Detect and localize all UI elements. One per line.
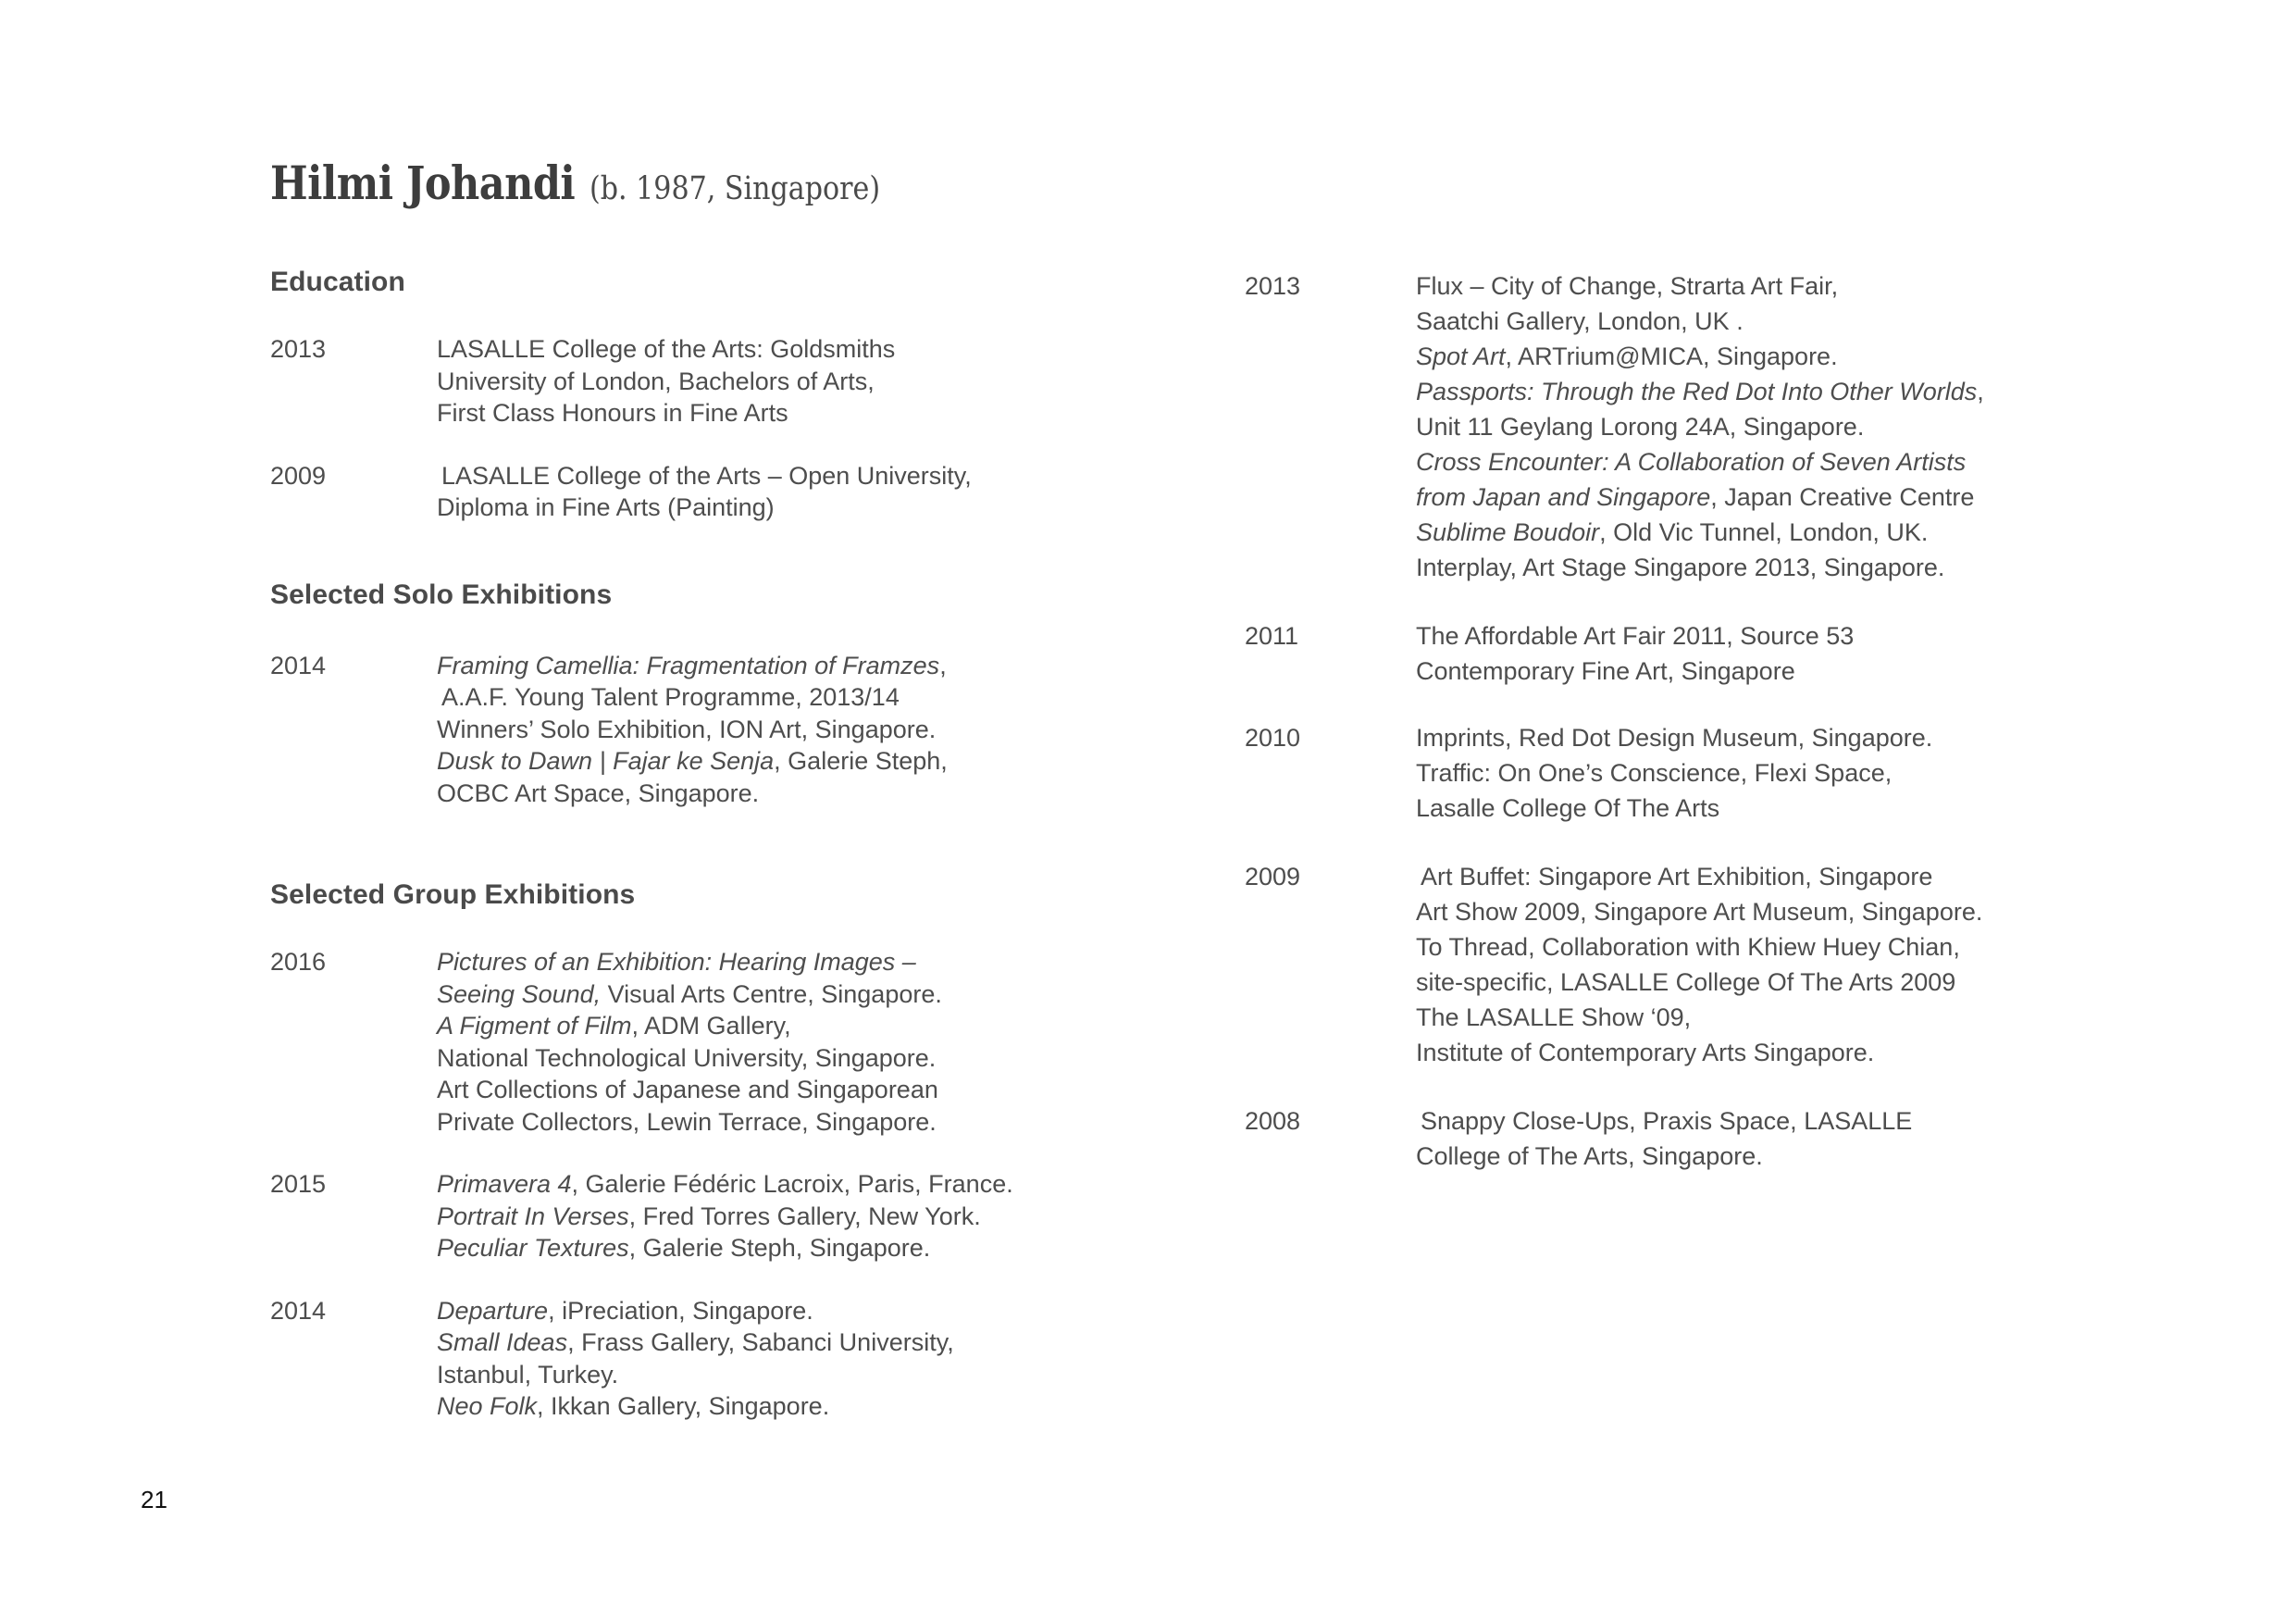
entry-line: Lasalle College Of The Arts bbox=[1416, 794, 1720, 822]
entry-line: Art Collections of Japanese and Singaporean bbox=[437, 1076, 938, 1103]
entry-body bbox=[1416, 859, 2170, 1070]
entry-year: 2011 bbox=[1245, 622, 1299, 650]
entry-line: Interplay, Art Stage Singapore 2013, Singapore. bbox=[1416, 554, 1945, 581]
entry-body bbox=[437, 1168, 1122, 1264]
entry-line: Small Ideas, Frass Gallery, Sabanci University, bbox=[437, 1328, 954, 1356]
entry-line: A.A.F. Young Talent Programme, 2013/14 bbox=[441, 683, 900, 711]
page-number: 21 bbox=[141, 1486, 168, 1513]
section-heading: Selected Solo Exhibitions bbox=[270, 579, 613, 610]
entry-line: from Japan and Singapore, Japan Creative Centre bbox=[1416, 483, 1975, 511]
entry-line: Saatchi Gallery, London, UK . bbox=[1416, 307, 1744, 335]
entry-line: The LASALLE Show ‘09, bbox=[1416, 1003, 1692, 1031]
entry-line: National Technological University, Singapore. bbox=[437, 1043, 937, 1072]
cv-entry bbox=[270, 333, 1122, 430]
right-column bbox=[1245, 268, 2170, 1174]
entry-year: 2016 bbox=[270, 948, 327, 976]
entry-line: College of The Arts, Singapore. bbox=[1416, 1142, 1763, 1170]
entry-year: 2008 bbox=[1245, 1107, 1301, 1135]
entry-line: Unit 11 Geylang Lorong 24A, Singapore. bbox=[1416, 413, 1865, 441]
cv-entry bbox=[270, 460, 1122, 524]
entry-line: Spot Art, ARTrium@MICA, Singapore. bbox=[1416, 342, 1838, 370]
entry-year: 2015 bbox=[270, 1170, 327, 1198]
entry-line: Dusk to Dawn | Fajar ke Senja, Galerie Steph, bbox=[437, 747, 948, 775]
artist-birth-info: (b. 1987, Singapore) bbox=[589, 170, 880, 207]
section-heading: Selected Group Exhibitions bbox=[270, 879, 636, 910]
entry-line: First Class Honours in Fine Arts bbox=[437, 399, 788, 427]
entry-year: 2009 bbox=[1245, 863, 1301, 890]
entry-line: Peculiar Textures, Galerie Steph, Singapore. bbox=[437, 1234, 931, 1262]
entry-body bbox=[1416, 268, 2170, 585]
cv-entry bbox=[270, 1168, 1122, 1264]
cv-entry bbox=[1245, 720, 2170, 826]
artist-name: Hilmi Johandi bbox=[270, 156, 576, 210]
entry-body bbox=[1416, 618, 2170, 689]
entry-line: A Figment of Film, ADM Gallery, bbox=[437, 1012, 791, 1040]
section-heading: Education bbox=[270, 267, 405, 297]
section-selected-group-exhibitions bbox=[270, 881, 1122, 1423]
entry-year: 2014 bbox=[270, 651, 327, 679]
entry-line: OCBC Art Space, Singapore. bbox=[437, 778, 760, 807]
entry-line: Departure, iPreciation, Singapore. bbox=[437, 1296, 813, 1325]
entry-year: 2010 bbox=[1245, 724, 1301, 752]
entry-line: LASALLE College of the Arts – Open University, bbox=[441, 461, 972, 490]
entry-line: Snappy Close-Ups, Praxis Space, LASALLE bbox=[1421, 1107, 1913, 1135]
entry-line: Passports: Through the Red Dot Into Other Worlds, bbox=[1416, 378, 1984, 405]
entry-line: Sublime Boudoir, Old Vic Tunnel, London, UK. bbox=[1416, 518, 1929, 546]
entry-line: Art Buffet: Singapore Art Exhibition, Singapore bbox=[1421, 863, 1933, 890]
entry-line: Diploma in Fine Arts (Painting) bbox=[437, 493, 775, 521]
cv-entry bbox=[270, 1295, 1122, 1423]
cv-entry bbox=[1245, 268, 2170, 585]
entry-line: site-specific, LASALLE College Of The Arts 2009 bbox=[1416, 968, 1956, 996]
entry-year: 2013 bbox=[1245, 272, 1301, 300]
entry-body bbox=[437, 333, 1122, 430]
entry-line: Cross Encounter: A Collaboration of Seven Artists bbox=[1416, 448, 1967, 476]
entry-line: Framing Camellia: Fragmentation of Framzes, bbox=[437, 651, 947, 679]
entry-body bbox=[437, 650, 1122, 810]
entry-line: Winners’ Solo Exhibition, ION Art, Singapore. bbox=[437, 715, 937, 743]
entry-line: Neo Folk, Ikkan Gallery, Singapore. bbox=[437, 1392, 830, 1420]
entry-line: Traffic: On One’s Conscience, Flexi Space, bbox=[1416, 759, 1893, 787]
entry-line: Portrait In Verses, Fred Torres Gallery, New York. bbox=[437, 1202, 981, 1230]
cv-entry bbox=[1245, 618, 2170, 689]
entry-line: Art Show 2009, Singapore Art Museum, Singapore. bbox=[1416, 898, 1983, 926]
entry-line: The Affordable Art Fair 2011, Source 53 bbox=[1416, 622, 1855, 650]
entry-line: Imprints, Red Dot Design Museum, Singapore. bbox=[1416, 724, 1933, 752]
entry-line: Contemporary Fine Art, Singapore bbox=[1416, 657, 1795, 685]
entry-body bbox=[437, 460, 1122, 524]
cv-entry bbox=[1245, 1103, 2170, 1174]
cv-entry bbox=[270, 946, 1122, 1138]
section-education bbox=[270, 268, 1122, 524]
entry-line: University of London, Bachelors of Arts, bbox=[437, 367, 875, 395]
entry-body bbox=[1416, 1103, 2170, 1174]
entry-line: Institute of Contemporary Arts Singapore. bbox=[1416, 1039, 1875, 1066]
left-column bbox=[270, 268, 1122, 1423]
entry-year: 2013 bbox=[270, 335, 327, 363]
entry-line: Istanbul, Turkey. bbox=[437, 1360, 619, 1389]
entry-year: 2014 bbox=[270, 1296, 327, 1325]
entry-line: Primavera 4, Galerie Fédéric Lacroix, Paris, France. bbox=[437, 1170, 1013, 1198]
entry-body bbox=[1416, 720, 2170, 826]
entry-line: Seeing Sound, Visual Arts Centre, Singapore. bbox=[437, 979, 942, 1008]
entry-year: 2009 bbox=[270, 461, 327, 490]
cv-entry bbox=[1245, 859, 2170, 1070]
page-title bbox=[270, 156, 927, 210]
entry-line: Flux – City of Change, Strarta Art Fair, bbox=[1416, 272, 1839, 300]
section-selected-solo-exhibitions bbox=[270, 581, 1122, 810]
entry-line: To Thread, Collaboration with Khiew Huey Chian, bbox=[1416, 933, 1960, 961]
cv-entry bbox=[270, 650, 1122, 810]
entry-line: Pictures of an Exhibition: Hearing Images – bbox=[437, 948, 916, 976]
entry-body bbox=[437, 1295, 1122, 1423]
entry-line: LASALLE College of the Arts: Goldsmiths bbox=[437, 335, 896, 363]
entry-body bbox=[437, 946, 1122, 1138]
entry-line: Private Collectors, Lewin Terrace, Singapore. bbox=[437, 1107, 937, 1136]
